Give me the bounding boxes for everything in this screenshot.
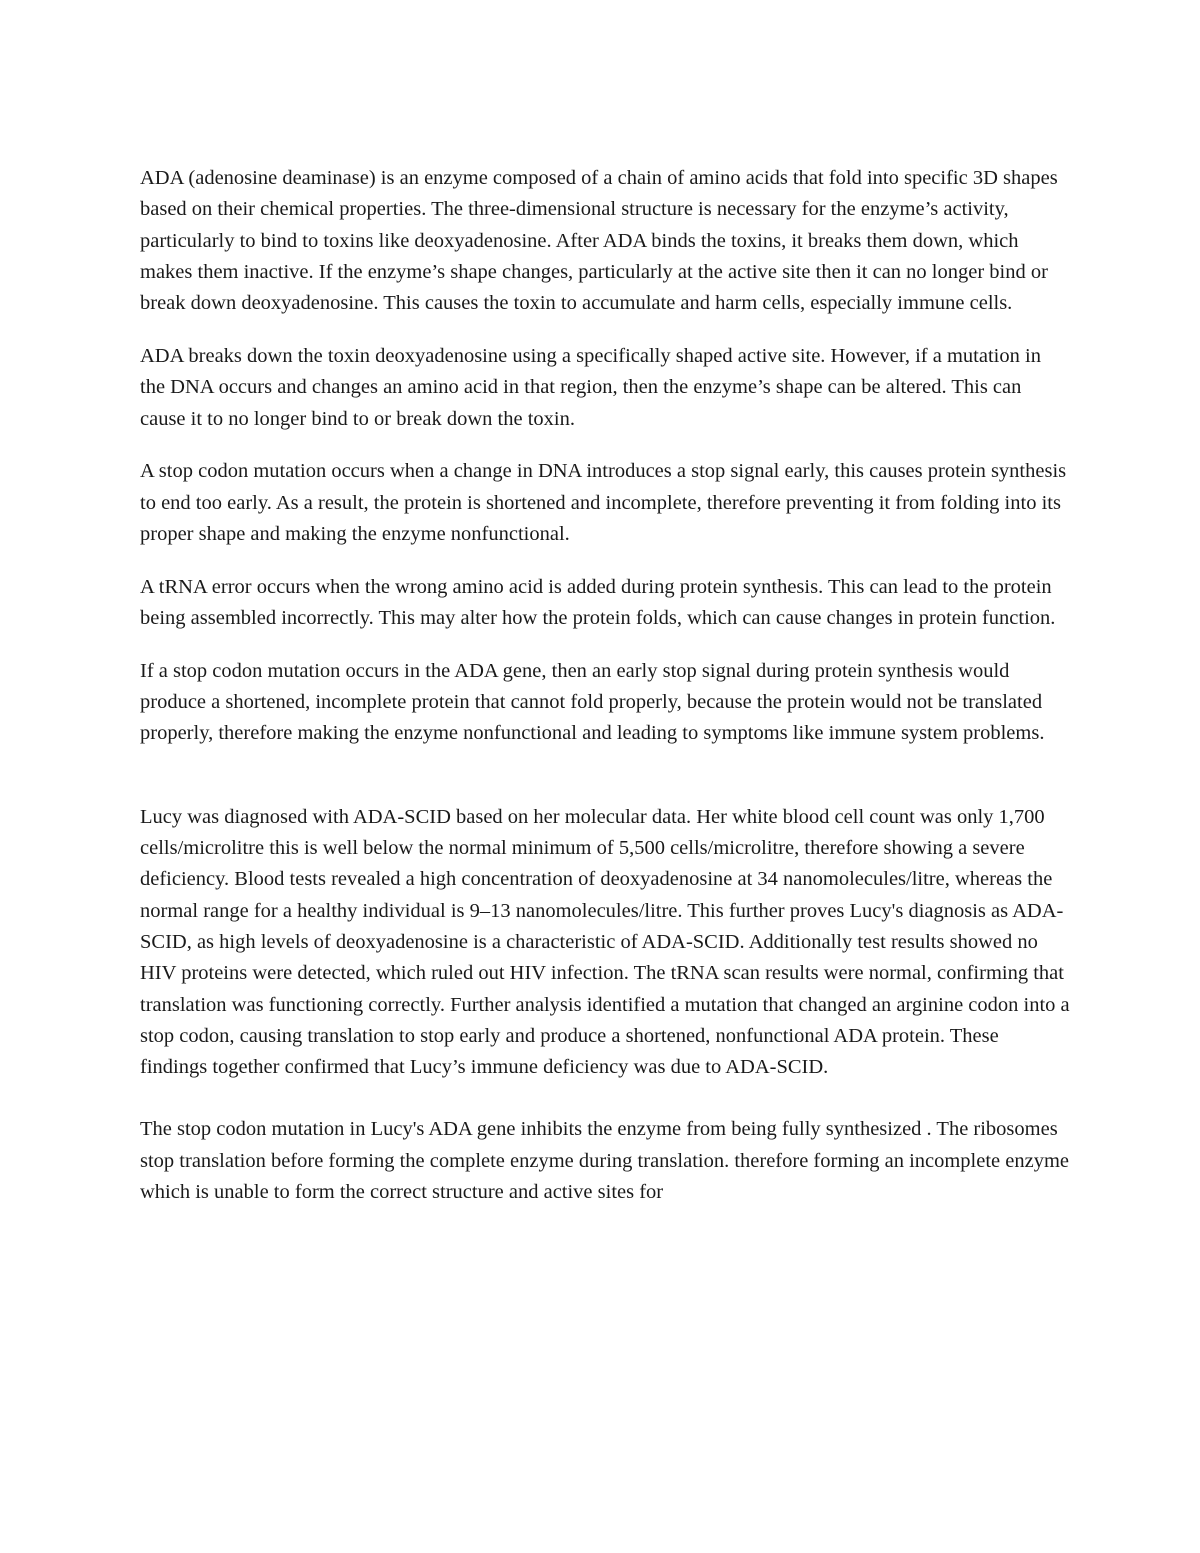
paragraph-lucy-diagnosis: Lucy was diagnosed with ADA-SCID based on her molecular data. Her white blood cell count was only 1,700 cells/microlitre this is well below the normal minimum of 5,500 cells/microlitre, therefore showing a severe deficiency. Blood tests revealed a high concentration of deoxyadenosine at 34 nanomolecules/litre, whereas the normal range for a healthy individual is 9–13 nanomolecules/litre. This further proves Lucy's diagnosis as ADA-SCID, as high levels of deoxyadenosine is a characteristic of ADA-SCID. Additionally test results showed no HIV proteins were detected, which ruled out HIV infection. The tRNA scan results were normal, confirming that translation was functioning correctly. Further analysis identified a mutation that changed an arginine codon into a stop codon, causing translation to stop early and produce a shortened, nonfunctional ADA protein. These findings together confirmed that Lucy’s immune deficiency was due to ADA-SCID. — [140, 805, 1070, 1079]
paragraph-active-site-mutation: ADA breaks down the toxin deoxyadenosine using a specifically shaped active site. However, if a mutation in the DNA occurs and changes an amino acid in that region, then the enzyme’s shape can be altered. This can cause it to no longer bind to or break down the toxin. — [140, 344, 1041, 430]
paragraph-spacer — [140, 435, 1070, 457]
paragraph-conclusion: The stop codon mutation in Lucy's ADA gene inhibits the enzyme from being fully synthesized . The ribosomes stop translation before forming the complete enzyme during translation. therefore forming an incomplete enzyme which is unable to form the correct structure and active sites for — [140, 1118, 1070, 1204]
paragraph-spacer — [140, 550, 1070, 572]
paragraph-spacer — [140, 750, 1070, 802]
paragraph-stop-codon: A stop codon mutation occurs when a change in DNA introduces a stop signal early, this causes protein synthesis to end too early. As a result, the protein is shortened and incomplete, therefore preventing it from folding into its proper shape and making the enzyme nonfunctional. — [140, 460, 1067, 545]
paragraph-spacer — [140, 319, 1070, 341]
paragraph-ada-structure: ADA (adenosine deaminase) is an enzyme composed of a chain of amino acids that fold into specific 3D shapes based on their chemical properties. The three-dimensional structure is necessary for the enzyme’s activity, particularly to bind to toxins like deoxyadenosine. After ADA binds the toxins, it breaks them down, which makes them inactive. If the enzyme’s shape changes, particularly at the active site then it can no longer bind or break down deoxyadenosine. This causes the toxin to accumulate and harm cells, especially immune cells. — [140, 167, 1058, 315]
paragraph-spacer — [140, 1083, 1070, 1114]
paragraph-trna-error: A tRNA error occurs when the wrong amino acid is added during protein synthesis. This can lead to the protein being assembled incorrectly. This may alter how the protein folds, which can cause changes in protein function. — [140, 575, 1056, 630]
document-page — [140, 163, 1070, 1208]
paragraph-spacer — [140, 634, 1070, 656]
paragraph-hypothesis: If a stop codon mutation occurs in the ADA gene, then an early stop signal during protein synthesis would produce a shortened, incomplete protein that cannot fold properly, because the protein would not be translated properly, therefore making the enzyme nonfunctional and leading to symptoms like immune system problems. — [140, 659, 1045, 745]
